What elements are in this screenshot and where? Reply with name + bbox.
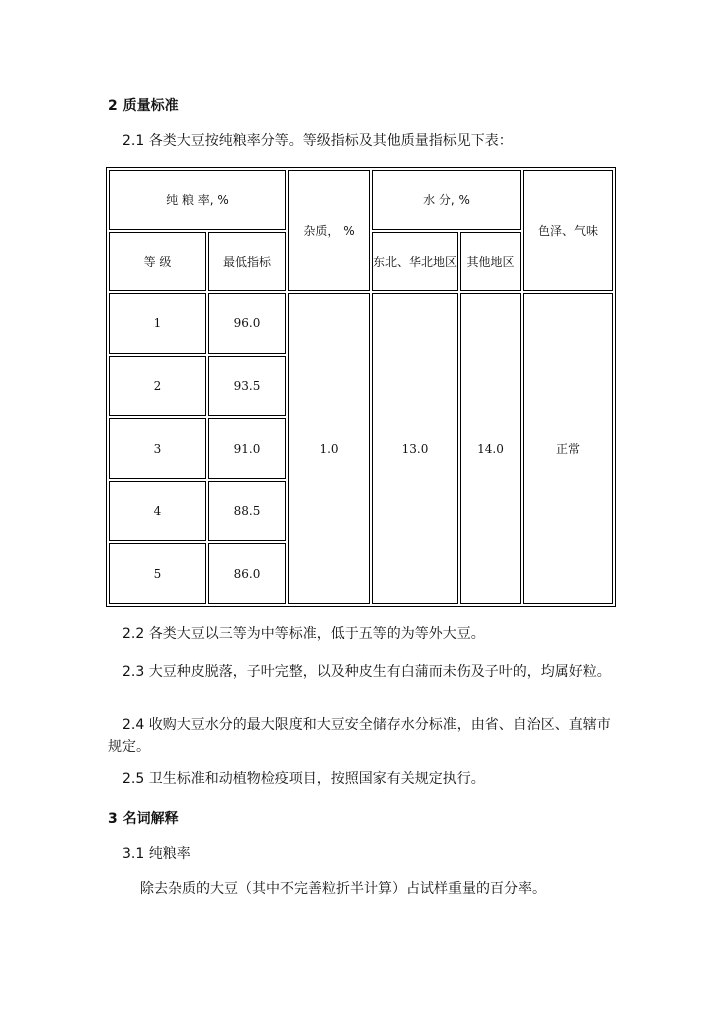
impurity-value: 1.0 [288,293,370,604]
grade-cell: 3 [109,418,206,479]
min-index-cell: 86.0 [208,543,286,604]
section-2-heading: 2 质量标准 [108,98,179,114]
header-color-odor: 色泽、气味 [523,170,613,291]
paragraph-2-3: 2.3 大豆种皮脱落，子叶完整，以及种皮生有白蒲而未伤及子叶的，均属好粒。 [122,664,611,680]
paragraph-2-4: 2.4 收购大豆水分的最大限度和大豆安全储存水分标准，由省、自治区、直辖市规定。 [108,717,611,755]
header-other-regions: 其他地区 [460,232,521,292]
grade-table [106,167,616,607]
paragraph-2-1: 2.1 各类大豆按纯粮率分等。等级指标及其他质量指标见下表： [122,133,513,149]
header-moisture: 水 分, % [372,170,521,230]
grade-cell: 1 [109,293,206,354]
header-northeast-north: 东北、华北地区 [372,232,458,292]
grade-cell: 4 [109,481,206,542]
header-impurity: 杂质， % [288,170,370,291]
paragraph-2-5: 2.5 卫生标准和动植物检疫项目，按照国家有关规定执行。 [122,771,485,787]
header-purity-rate: 纯 粮 率, % [109,170,286,230]
grade-cell: 5 [109,543,206,604]
color-odor-value: 正常 [523,293,613,604]
moisture-northeast-value: 13.0 [372,293,458,604]
min-index-cell: 91.0 [208,418,286,479]
paragraph-2-2: 2.2 各类大豆以三等为中等标准，低于五等的为等外大豆。 [122,626,485,642]
header-min-index: 最低指标 [208,232,286,292]
paragraph-3-1-body: 除去杂质的大豆（其中不完善粒折半计算）占试样重量的百分率。 [140,881,546,897]
min-index-cell: 88.5 [208,481,286,542]
moisture-other-value: 14.0 [460,293,521,604]
grade-cell: 2 [109,356,206,417]
min-index-cell: 96.0 [208,293,286,354]
paragraph-3-1: 3.1 纯粮率 [122,846,191,862]
header-grade: 等 级 [109,232,206,292]
section-3-heading: 3 名词解释 [108,811,179,827]
min-index-cell: 93.5 [208,356,286,417]
